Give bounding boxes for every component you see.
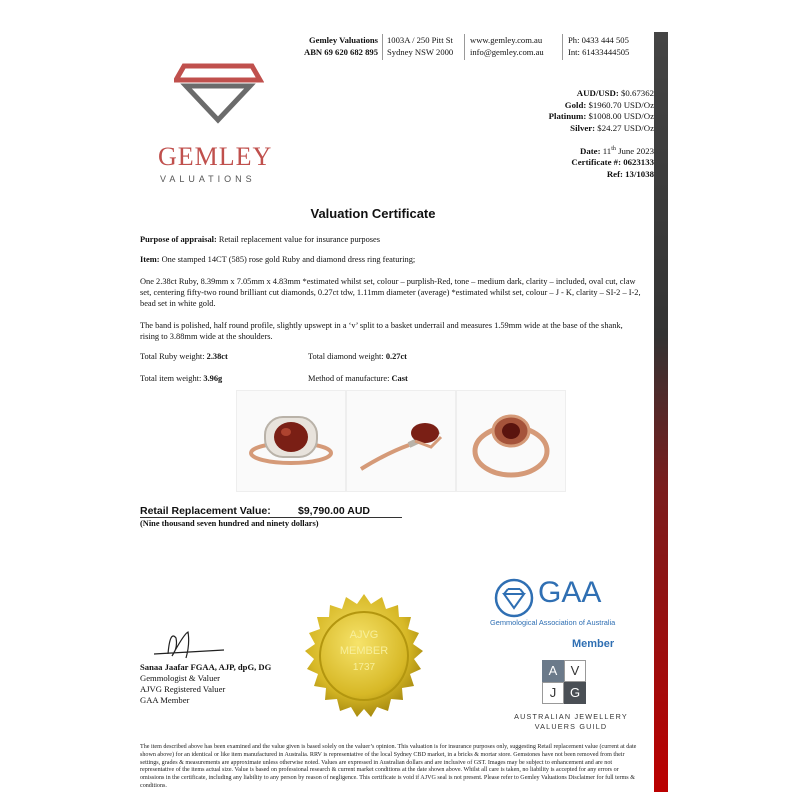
disclaimer-text: The item described above has been examined and the value given is based solely on the valuer’s opinion. This valuation is for insurance purposes only, suggesting Retail replacement value (current at date shown above) for an identical or like item manufactured in Australia. RRV is representative of the local Sydney CBD market, in a bricks & mortar store. Gemstones have not been removed from their settings, grades & measurements are approximate unless otherwise noted. Values are expressed in Australian dollars and are inclusive of GST. Images may be subject to enhancement and are not representative of the items actual size. Value is based on professional research & current market conditions at the date shown above. Whilst all care is taken, no liability is accepted for any errors or omissions in the certificate, including any liability to any person by reason of negligence. This certificate is void if AJVG seal is not present. Please refer to Gemley Valuations Disclaimer for full terms & conditions. [140, 744, 637, 789]
gold-value: $1960.70 USD/Oz [588, 99, 654, 110]
aud-usd-value: $0.67362 [621, 88, 654, 98]
gaa-fullname: Gemmological Association of Australia [490, 618, 616, 627]
ruby-weight-label: Total Ruby weight: [140, 352, 205, 361]
item-value: One stamped 14CT (585) rose gold Ruby and diamond dress ring featuring; [161, 255, 416, 264]
header-divider [382, 34, 383, 60]
valuer-role2: AJVG Registered Valuer [140, 684, 226, 694]
item-weight-label: Total item weight: [140, 374, 202, 383]
logo-subtitle: VALUATIONS [160, 174, 256, 184]
gaa-logo [490, 576, 640, 656]
ajvg-tile-j: J [542, 682, 564, 704]
ring-photo-back [456, 390, 566, 492]
intl-phone: Int: 61433444505 [568, 47, 630, 57]
value-amount: $9,790.00 AUD [298, 505, 370, 517]
cert-number: 0623133 [623, 157, 654, 168]
phone: Ph: 0433 444 505 [568, 35, 629, 45]
ajvg-line2: VALUERS GUILD [534, 722, 608, 731]
header-divider [562, 34, 563, 60]
logo-wordmark: GEMLEY [158, 142, 273, 171]
company-block [290, 34, 378, 58]
ajvg-member-seal [300, 592, 428, 720]
valuer-role1: Gemmologist & Valuer [140, 673, 221, 683]
metal-prices [549, 88, 654, 134]
band-description: The band is polished, half round profile, slightly upswept in a ‘v’ split to a basket underrail and measures 1.59mm wide at the base of the shank, rising to 3.88mm wide at the shoulders. [140, 321, 623, 341]
date-label: Date: [580, 145, 601, 156]
email-link[interactable]: info@gemley.com.au [470, 47, 544, 57]
valuer-name: Sanaa Jaafar FGAA, AJP, dpG, DG [140, 662, 272, 672]
gold-label: Gold: [564, 99, 587, 110]
ring-back-image [457, 391, 565, 491]
platinum-value: $1008.00 USD/Oz [588, 111, 654, 121]
purpose-line [140, 234, 642, 245]
seal-line2: MEMBER [339, 645, 389, 657]
value-divider [140, 517, 402, 518]
certificate-meta [571, 144, 654, 180]
header-divider [464, 34, 465, 60]
platinum-label: Platinum: [548, 111, 587, 121]
item-label: Item: [140, 255, 160, 264]
ajvg-tile-a: A [542, 660, 564, 682]
seal-line1: AJVG [349, 629, 379, 641]
item-weight-value: 3.96g [203, 374, 223, 383]
signature-image [148, 624, 228, 664]
date-rest: June 2023 [618, 145, 654, 156]
ruby-weight [140, 352, 228, 361]
address-line2: Sydney NSW 2000 [387, 47, 454, 57]
decorative-side-bar [654, 32, 668, 792]
ajvg-line1: AUSTRALIAN JEWELLERY [514, 712, 628, 721]
item-line [140, 254, 642, 265]
gemley-logo [144, 56, 304, 186]
phone-block [568, 34, 629, 58]
valuer-role3: GAA Member [140, 695, 190, 705]
diamond-weight [308, 352, 407, 361]
address-line1: 1003A / 250 Pitt St [387, 35, 453, 45]
signature-block [140, 662, 271, 706]
date-day: 11 [602, 145, 612, 156]
diamond-weight-label: Total diamond weight: [308, 352, 384, 361]
method-label: Method of manufacture: [308, 374, 390, 383]
address-block [387, 34, 453, 58]
gaa-emblem-icon [494, 578, 534, 618]
page-title: Valuation Certificate [310, 206, 436, 221]
value-in-words: (Nine thousand seven hundred and ninety dollars) [140, 519, 319, 528]
abn: ABN 69 620 682 895 [303, 47, 378, 57]
silver-label: Silver: [570, 122, 596, 133]
ruby-weight-value: 2.38ct [206, 352, 228, 361]
aud-usd-label: AUD/USD: [576, 88, 619, 98]
purpose-value: Retail replacement value for insurance purposes [218, 235, 381, 244]
diamond-weight-value: 0.27ct [385, 352, 407, 361]
manufacture-method [308, 374, 408, 383]
method-value: Cast [391, 374, 408, 383]
ajvg-tile-g: G [564, 682, 586, 704]
gaa-member: Member [572, 638, 615, 650]
company-name: Gemley Valuations [309, 35, 378, 45]
stone-description: One 2.38ct Ruby, 8.39mm x 7.05mm x 4.83mm *estimated whilst set, colour – purplish-Red, tone – medium dark, clarity – included, oval cut, claw set, centering fifty-two round brilliant cut diamonds, 0.27ct tdw, 1.11mm diameter (average) *estimated whilst set, colour – J - K, clarity – SI-2 – I-2, bead set in white gold. [140, 277, 641, 308]
ring-side-image [347, 391, 455, 491]
silver-value: $24.27 USD/Oz [597, 122, 654, 133]
ajvg-tile-v: V [564, 660, 586, 682]
certificate-page [118, 20, 668, 792]
ajvg-logo [496, 656, 646, 736]
gaa-name: GAA [538, 576, 602, 609]
gem-icon [174, 56, 264, 126]
ref-number: 13/1038 [625, 168, 654, 179]
ring-front-image [237, 391, 345, 491]
item-weight [140, 374, 222, 383]
cert-label: Certificate #: [571, 157, 621, 168]
value-label: Retail Replacement Value: [140, 505, 271, 517]
date-suffix: th [611, 146, 616, 152]
ring-photo-front [236, 390, 346, 492]
web-block [470, 34, 544, 58]
website-link[interactable]: www.gemley.com.au [470, 35, 543, 45]
purpose-label: Purpose of appraisal: [140, 235, 217, 244]
seal-line3: 1737 [352, 662, 376, 673]
ref-label: Ref: [606, 168, 623, 179]
ring-photo-side [346, 390, 456, 492]
